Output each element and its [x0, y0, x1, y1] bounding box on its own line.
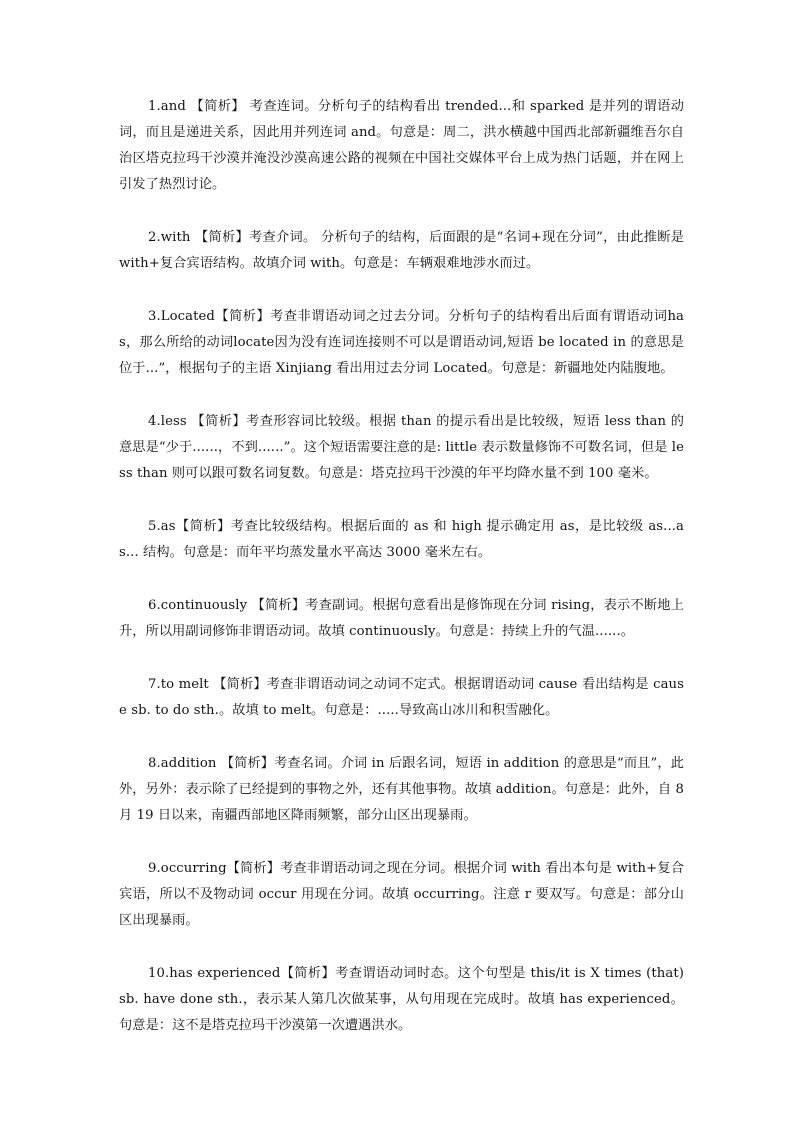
answer-item-8: 8.addition 【简析】考查名词。介词 in 后跟名词，短语 in addition 的意思是“而且”，此外，另外：表示除了已经提到的事物之外，还有其他事物。故填 addition。句意是：此外，自 8 月 19 日以来，南疆西部地区降雨频繁，部分山区出现暴雨。 — [119, 756, 684, 823]
answer-item-7: 7.to melt 【简析】考查非谓语动词之动词不定式。根据谓语动词 cause 看出结构是 cause sb. to do sth.。故填 to melt。句意是：.....导致高山冰川和积雪融化。 — [119, 677, 684, 718]
answer-item-9: 9.occurring【简析】考查非谓语动词之现在分词。根据介词 with 看出本句是 with+复合宾语，所以不及物动词 occur 用现在分词。故填 occurring。注意 r 要双写。句意是：部分山区出现暴雨。 — [119, 861, 684, 928]
answer-item-3: 3.Located【简析】考查非谓语动词之过去分词。分析句子的结构看出后面有谓语动词has，那么所给的动词locate因为没有连词连接则不可以是谓语动词,短语 be located in 的意思是位于...”，根据句子的主语 Xinjiang 看出用过去分词 Located。句意是：新疆地处内陆腹地。 — [119, 309, 684, 376]
answer-explanations — [119, 94, 684, 1066]
answer-item-2: 2.with 【简析】考查介词。 分析句子的结构，后面跟的是“名词+现在分词”，由此推断是 with+复合宾语结构。故填介词 with。句意是：车辆艰难地涉水而过。 — [119, 230, 684, 271]
answer-item-4: 4.less 【简析】考查形容词比较级。根据 than 的提示看出是比较级，短语 less than 的意思是“少于......，不到......”。这个短语需要注意的是: little 表示数量修饰不可数名词，但是 less than 则可以跟可数名词复数。句意是：塔克拉玛干沙漠的年平均降水量不到 100 毫米。 — [119, 414, 684, 481]
answer-item-6: 6.continuously 【简析】考查副词。根据句意看出是修饰现在分词 rising，表示不断地上升，所以用副词修饰非谓语动词。故填 continuously。句意是：持续上升的气温......。 — [119, 598, 684, 639]
answer-item-5: 5.as【简析】考查比较级结构。根据后面的 as 和 high 提示确定用 as，是比较级 as...as... 结构。句意是：而年平均蒸发量水平高达 3000 毫米左右。 — [119, 519, 684, 560]
answer-item-10: 10.has experienced【简析】考查谓语动词时态。这个句型是 this/it is X times (that) sb. have done sth.，表示某人第几次做某事，从句用现在完成时。故填 has experienced。句意是：这不是塔克拉玛干沙漠第一次遭遇洪水。 — [119, 966, 684, 1033]
answer-item-1: 1.and 【简析】 考查连词。分析句子的结构看出 trended...和 sparked 是并列的谓语动词，而且是递进关系，因此用并列连词 and。句意是：周二，洪水横越中国西北部新疆维吾尔自治区塔克拉玛干沙漠并淹没沙漠高速公路的视频在中国社交媒体平台上成为热门话题，并在网上引发了热烈讨论。 — [119, 99, 684, 192]
